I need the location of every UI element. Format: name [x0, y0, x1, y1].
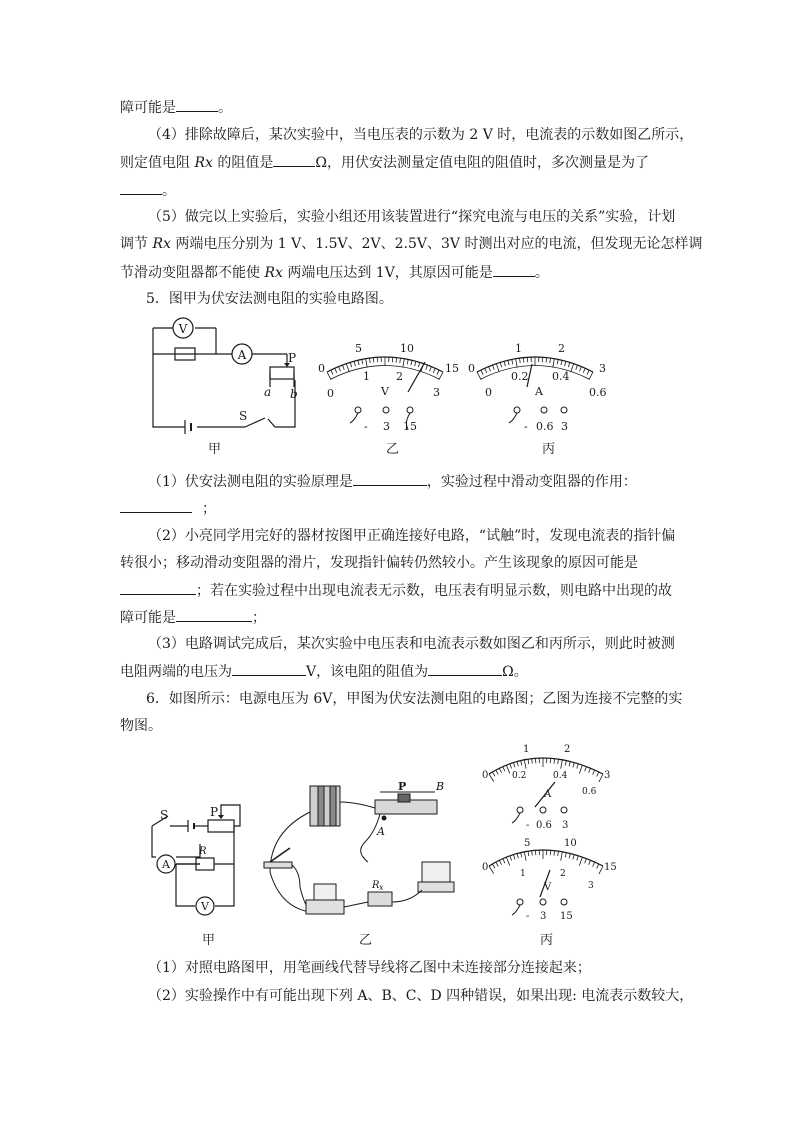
svg-text:1: 1	[515, 342, 522, 355]
svg-text:0: 0	[482, 862, 489, 873]
svg-text:0: 0	[318, 362, 325, 375]
scale-tick	[561, 360, 562, 365]
svg-text:5: 5	[355, 342, 362, 355]
scale-tick	[558, 851, 559, 856]
scale-tick	[510, 856, 512, 861]
svg-text:0: 0	[468, 362, 475, 375]
scale-tick	[521, 853, 522, 858]
q6-title-line-2: 物图。	[120, 718, 162, 734]
answer-blank[interactable]	[232, 661, 306, 676]
svg-text:0: 0	[485, 386, 492, 399]
svg-text:甲: 甲	[202, 933, 216, 948]
scale-tick	[589, 768, 591, 773]
q4-part4-line-3: 。	[120, 180, 176, 201]
svg-text:A: A	[544, 789, 552, 800]
scale-tick	[477, 372, 481, 380]
scale-tick	[499, 860, 501, 864]
scale-tick	[532, 759, 533, 764]
scale-tick	[373, 358, 374, 363]
scale-tick	[524, 852, 526, 861]
q5-part1-line-1: （1）伏安法测电阻的实验原理是 ，实验过程中滑动变阻器的作用：	[148, 471, 637, 492]
svg-text:-: -	[364, 420, 368, 433]
q5-part3-line-1: （3）电路调试完成后，某次实验中电压表和电流表示数如图乙和丙所示，则此时被测	[148, 636, 675, 652]
svg-text:3: 3	[604, 770, 611, 781]
svg-text:0.2: 0.2	[511, 370, 529, 383]
svg-text:3: 3	[599, 362, 606, 375]
q5-ammeter-dial	[468, 342, 607, 457]
svg-text:3: 3	[383, 420, 390, 433]
scale-tick	[415, 361, 416, 366]
scale-tick	[579, 765, 582, 773]
scale-tick	[492, 864, 495, 868]
svg-text:0: 0	[482, 770, 489, 781]
scale-tick	[489, 774, 494, 782]
answer-blank[interactable]	[353, 471, 427, 486]
scale-tick	[521, 761, 522, 766]
voltmeter-apparatus-icon	[422, 862, 450, 882]
scale-tick	[553, 359, 555, 368]
scale-tick	[532, 851, 533, 856]
scale-tick	[403, 359, 405, 368]
scale-tick	[579, 367, 581, 372]
scale-tick	[585, 859, 587, 864]
scale-tick	[589, 372, 593, 380]
scale-tick	[504, 361, 505, 366]
svg-text:R: R	[372, 880, 380, 891]
scale-tick	[429, 367, 431, 372]
scale-tick	[561, 760, 563, 769]
scale-tick	[546, 358, 547, 363]
q6-voltmeter-dial	[482, 838, 617, 948]
scale-tick	[400, 358, 401, 363]
svg-text:1: 1	[520, 869, 526, 879]
scale-tick	[557, 359, 558, 364]
scale-tick	[599, 774, 603, 782]
scale-tick	[407, 359, 408, 364]
wire	[153, 354, 185, 427]
svg-text:15: 15	[445, 362, 459, 375]
q6-part1: （1）对照电路图甲，用笔画线代替导线将乙图中未连接部分连接起来；	[148, 960, 591, 976]
q5-part2-line-2: 转很小；移动滑动变阻器的滑片，发现指针偏转仍然较小。产生该现象的原因可能是	[120, 555, 638, 571]
answer-blank[interactable]	[493, 262, 535, 277]
scale-tick	[335, 368, 337, 373]
scale-tick	[571, 364, 574, 373]
answer-blank[interactable]	[428, 661, 502, 676]
scale-tick	[516, 359, 518, 368]
scale-tick	[597, 772, 599, 777]
scale-tick	[550, 358, 551, 363]
scale-tick	[577, 764, 579, 769]
answer-blank[interactable]	[273, 152, 315, 167]
svg-text:-: -	[526, 820, 530, 831]
q4-part5-line-2: 调节 Rx 两端电压分别为 1 V、1.5V、2V、2.5V、3V 时测出对应的电流，但发现无论怎样调	[120, 236, 703, 252]
scale-tick	[492, 772, 495, 776]
q6-ammeter-dial	[482, 744, 610, 831]
scale-tick	[593, 770, 595, 775]
q6-part2: （2）实验操作中有可能出现下列 A、B、C、D 四种错误，如果出现: 电流表示数较大，	[148, 988, 694, 1004]
scale-tick	[568, 362, 569, 367]
scale-tick	[523, 358, 524, 363]
svg-text:丙: 丙	[542, 442, 556, 457]
q5-part2-line-4: 障可能是 ；	[120, 607, 266, 628]
scale-tick	[569, 761, 570, 766]
svg-text:2: 2	[564, 744, 571, 755]
q5-part2-line-3: ；若在实验过程中出现电流表无示数，电压表有明显示数，则电路中出现的故	[120, 580, 672, 601]
scale-tick	[489, 866, 494, 874]
scale-tick	[524, 760, 526, 769]
scale-tick	[496, 364, 499, 373]
q6-title-line-1: 6．如图所示：电源电压为 6V，甲图为伏安法测电阻的电路图；乙图为连接不完整的实	[146, 691, 683, 707]
q4-part5-line-1: （5）做完以上实验后，实验小组还用该装置进行“探究电流与电压的关系”实验，计划	[148, 209, 676, 225]
scale-tick	[331, 370, 333, 375]
svg-text:V: V	[178, 322, 188, 336]
answer-blank[interactable]	[120, 580, 196, 595]
scale-tick	[396, 358, 397, 363]
answer-blank[interactable]	[120, 180, 162, 195]
scale-tick	[597, 864, 599, 869]
scale-tick	[565, 853, 566, 858]
svg-text:丙: 丙	[540, 933, 554, 948]
scale-tick	[503, 767, 505, 772]
scale-tick	[358, 360, 359, 365]
scale-tick	[418, 362, 419, 367]
scale-tick	[362, 359, 363, 364]
scale-tick	[492, 365, 494, 370]
scale-tick	[576, 365, 578, 370]
svg-text:3: 3	[433, 386, 440, 399]
svg-text:0.4: 0.4	[552, 370, 570, 383]
scale-tick	[517, 761, 518, 766]
svg-text:a: a	[264, 385, 272, 399]
switch-icon	[264, 862, 292, 868]
svg-text:P: P	[288, 351, 297, 365]
scale-tick	[561, 852, 563, 861]
svg-text:R: R	[199, 846, 207, 857]
svg-text:2: 2	[558, 342, 565, 355]
scale-tick	[583, 368, 585, 373]
scale-tick	[528, 759, 529, 764]
scale-tick	[579, 857, 582, 865]
svg-text:10: 10	[400, 342, 414, 355]
q6-apparatus	[264, 786, 454, 914]
q4-part4-line-2: 则定值电阻 Rx 的阻值是 Ω，用伏安法测量定值电阻的阻值时，多次测量是为了	[120, 152, 649, 173]
q5-title: 5．图甲为伏安法测电阻的实验电路图。	[146, 291, 393, 307]
scale-tick	[517, 853, 518, 858]
svg-text:0: 0	[327, 387, 334, 400]
scale-tick	[565, 361, 566, 366]
scale-tick	[520, 358, 521, 363]
scale-tick	[342, 365, 344, 370]
svg-text:S: S	[160, 808, 169, 822]
svg-text:2: 2	[560, 869, 566, 879]
svg-text:A: A	[377, 825, 385, 838]
scale-tick	[573, 855, 574, 860]
svg-text:1: 1	[523, 744, 530, 755]
scale-tick	[587, 370, 589, 375]
svg-text:甲: 甲	[208, 442, 222, 457]
svg-text:V: V	[201, 900, 209, 913]
scale-tick	[437, 370, 439, 375]
scale-tick	[499, 768, 501, 772]
scale-tick	[513, 855, 515, 860]
q4-part5-line-3: 节滑动变阻器都不能使 Rx 两端电压达到 1V，其原因可能是 。	[120, 262, 549, 283]
scale-tick	[508, 360, 509, 365]
svg-text:10: 10	[564, 838, 577, 849]
scale-tick	[500, 362, 501, 367]
q5-part3-line-2: 电阻两端的电压为 V，该电阻的阻值为 Ω。	[120, 661, 528, 682]
scale-tick	[346, 364, 349, 373]
scale-tick	[513, 763, 515, 768]
scale-tick	[577, 856, 579, 861]
scale-tick	[510, 764, 512, 769]
svg-text:A: A	[162, 858, 170, 871]
svg-text:3: 3	[562, 820, 569, 831]
scale-tick	[593, 862, 595, 867]
svg-text:-: -	[526, 911, 530, 922]
scale-tick	[489, 367, 491, 372]
svg-text:乙: 乙	[386, 442, 400, 457]
scale-tick	[485, 368, 487, 373]
q5-voltmeter-dial	[318, 342, 459, 457]
q5-part1-line-2: ；	[120, 498, 216, 519]
svg-text:2: 2	[396, 370, 403, 383]
scale-tick	[565, 761, 566, 766]
svg-text:15: 15	[604, 862, 617, 873]
q5-figure	[140, 312, 640, 460]
svg-text:x: x	[379, 883, 384, 892]
svg-text:3: 3	[561, 420, 568, 433]
scale-tick	[554, 851, 555, 856]
scale-tick	[433, 368, 435, 373]
svg-text:1: 1	[363, 370, 370, 383]
svg-text:V: V	[381, 385, 389, 398]
answer-blank[interactable]	[176, 97, 218, 112]
scale-tick	[506, 765, 509, 773]
svg-text:B: B	[436, 780, 445, 793]
svg-text:b: b	[290, 387, 298, 401]
scale-tick	[496, 770, 498, 774]
q6-figure	[140, 742, 640, 952]
svg-text:A: A	[237, 348, 247, 362]
svg-text:P: P	[210, 805, 219, 819]
svg-text:0.6: 0.6	[536, 820, 552, 831]
scale-tick	[426, 365, 428, 370]
scale-tick	[554, 759, 555, 764]
scale-tick	[370, 358, 371, 363]
svg-text:15: 15	[560, 911, 573, 922]
scale-tick	[569, 853, 570, 858]
svg-text:0.4: 0.4	[553, 771, 568, 781]
q4-line-1: 障可能是 。	[120, 97, 232, 118]
svg-text:P: P	[398, 780, 407, 793]
svg-text:3: 3	[588, 881, 594, 891]
svg-text:0.6: 0.6	[589, 386, 607, 399]
scale-tick	[528, 851, 529, 856]
scale-tick	[411, 360, 412, 365]
scale-tick	[366, 359, 368, 368]
scale-tick	[354, 361, 355, 366]
q4-part4-line-1: （4）排除故障后，某次实验中，当电压表的示数为 2 V 时，电流表的示数如图乙所示，	[148, 127, 694, 143]
scale-tick	[503, 859, 505, 864]
scale-tick	[599, 866, 603, 874]
svg-text:A: A	[535, 385, 543, 398]
svg-text:乙: 乙	[359, 933, 373, 948]
scale-tick	[327, 372, 331, 380]
scale-tick	[589, 860, 591, 865]
scale-tick	[585, 767, 587, 772]
svg-text:5: 5	[524, 838, 531, 849]
answer-blank[interactable]	[120, 498, 192, 513]
scale-tick	[512, 359, 513, 364]
ammeter-apparatus-icon	[306, 900, 344, 914]
svg-text:-: -	[524, 420, 528, 433]
needle	[408, 362, 425, 392]
scale-tick	[496, 862, 498, 866]
svg-text:3: 3	[540, 911, 547, 922]
svg-text:0.6: 0.6	[536, 420, 554, 433]
answer-blank[interactable]	[176, 607, 252, 622]
svg-text:S: S	[239, 409, 248, 423]
scale-tick	[573, 763, 574, 768]
scale-tick	[350, 362, 351, 367]
svg-text:0.6: 0.6	[582, 787, 597, 797]
svg-text:0.2: 0.2	[512, 771, 527, 781]
q5-part2-line-1: （2）小亮同学用完好的器材按图甲正确连接好电路，“试触”时，发现电流表的指针偏	[148, 528, 676, 544]
svg-text:15: 15	[403, 420, 417, 433]
scale-tick	[481, 370, 483, 375]
scale-tick	[339, 367, 341, 372]
svg-text:V: V	[544, 882, 552, 893]
scale-tick	[558, 759, 559, 764]
scale-tick	[506, 857, 509, 865]
resistor-apparatus-icon	[368, 892, 392, 906]
scale-tick	[439, 372, 443, 380]
